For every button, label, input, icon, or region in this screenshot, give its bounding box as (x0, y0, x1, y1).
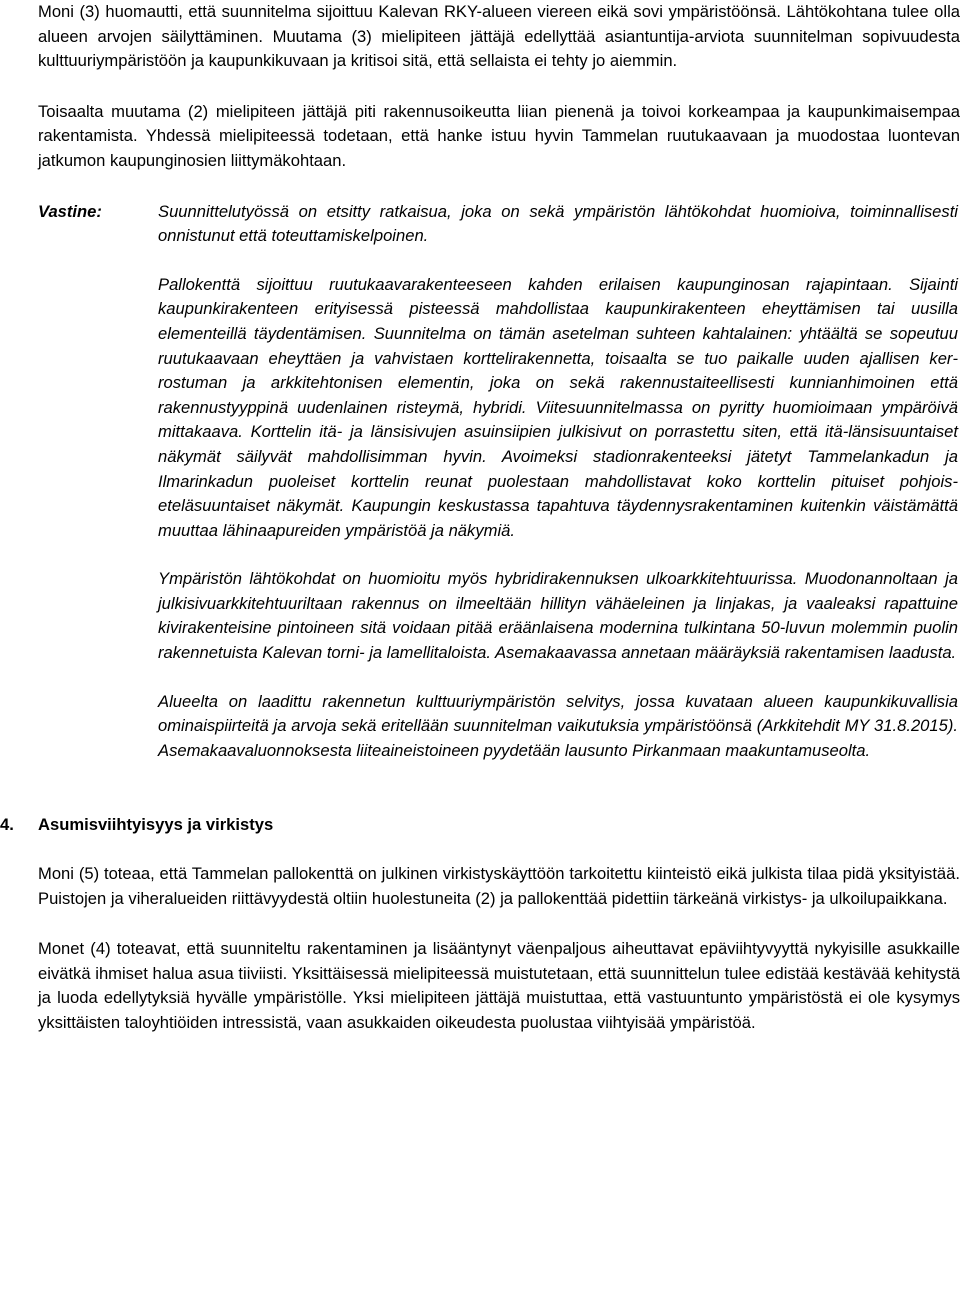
response-body (158, 200, 958, 764)
response-paragraph: Alueelta on laadittu rakennetun kulttuuriympäristön selvitys, jossa kuvataan alueen kaupunkikuvallisia ominaispiirteitä ja arvoja sekä eritellään suunnitelman vaikutuksia ympäristöönsä (Arkkitehdit MY 31.8.2015). Asemakaavaluonnoksesta liiteaineistoineen pyydetään lausunto Pirkanmaan maakuntamuseolta. (158, 691, 958, 760)
section-title: Asumisviihtyisyys ja virkistys (38, 815, 274, 835)
response-paragraph: Ympäristön lähtökohdat on huomioitu myös hybridirakennuksen ulkoarkkitehtuurissa. Muodonannoltaan ja julkisivuarkkitehtuuriltaan rakennus on ilmeeltään hillityn vähäeleinen ja linjakas, ja vaaleaksi rapattuine kivirakenteisine pintoineen sitä voidaan pitää eräänlaisena modernina tulkintana 50-luvun molemmin puolin rakennetuista Kalevan torni- ja lamellitaloista. Asemakaavassa annetaan määräyksiä rakentamisen laadusta. (158, 569, 958, 663)
response-block (38, 200, 960, 764)
section-number: 4. (0, 815, 14, 835)
response-paragraph: Suunnittelutyössä on etsitty ratkaisua, joka on sekä ympäristön lähtökohdat huomioiva, toiminnallisesti onnistunut että toteuttamiskelpoinen. (158, 201, 958, 246)
paragraph-building-rights: Toisaalta muutama (2) mielipiteen jättäjä piti rakennusoikeutta liian pienenä ja toivoi korkeampaa ja kaupunkimaisempaa rakentamista. Yhdessä mielipiteessä todetaan, että hanke istuu hyvin Tammelan ruutukaavaan ja muodostaa luontevan jatkumon kaupunginosien liittymäkohtaan. (38, 101, 960, 170)
paragraph-rky-concerns: Moni (3) huomautti, että suunnitelma sijoittuu Kalevan RKY-alueen viereen eikä sovi ympäristöönsä. Lähtökohtana tulee olla alueen arvojen säilyttäminen. Muutama (3) mielipiteen jättäjä edellyttää asiantuntija-arviota suunnitelman sopivuudesta kulttuuriympäristöön ja kaupunkikuvaan ja kritisoi sitä, että sellaista ei tehty jo aiemmin. (38, 2, 960, 71)
response-label: Vastine: (38, 201, 102, 221)
section-paragraph: Monet (4) toteavat, että suunniteltu rakentaminen ja lisääntynyt väenpaljous aiheuttavat epäviihtyvyyttä nykyisille asukkaille eivätkä ihmiset halua asua tiiviisti. Yksittäisessä mielipiteessä muistutetaan, että suunnittelun tulee edistää kestävää kehitystä ja luoda edellytyksiä hyvälle ympäristölle. Yksi mielipiteen jättäjä muistuttaa, että vastuuntunto ympäristöstä ei ole kysymys yksittäisten taloyhtiöiden intressistä, vaan asukkaiden oikeudesta puolustaa viihtyisää ympäristöä. (38, 939, 960, 1032)
section-heading (0, 813, 960, 838)
section-paragraph: Moni (5) toteaa, että Tammelan pallokenttä on julkinen virkistyskäyttöön tarkoitettu kiinteistö eikä julkista tilaa pidä yksityistää. Puistojen ja viheralueiden riittävyydestä oltiin huolestuneita (2) ja pallokenttää pidettiin tärkeänä virkistys- ja ulkoilupaikkana. (38, 864, 960, 908)
response-paragraph: Pallokenttä sijoittuu ruutukaavarakenteeseen kahden erilaisen kaupunginosan rajapintaan. Sijainti kaupunkirakenteen erityisessä pisteessä mahdollistaa kaupunkirakenteen eheyttämisen tai uusilla elementeillä täydentämisen. Suunnitelma on tämän asetelman suhteen kahtalainen: yhtäältä se sopeutuu ruutukaavaan eheyttäen ja vahvistaen korttelirakennetta, toisaalta se tuo paikalle uuden ajallisen kerrostuman ja arkkitehtonisen elementin, joka on sekä rakennustaiteellisesti kunnianhimoinen että rakennustyyppinä uudenlainen risteymä, hybridi. Viitesuunnitelmassa on pyritty huomioimaan ympäröivä mittakaava. Korttelin itä- ja länsisivujen asuinsiipien julkisivut on porrastettu siten, että itä-länsisuuntaiset näkymät säilyvät mahdollisimman hyvin. Avoimeksi stadionrakenteeksi jätetyt Tammelankadun ja Ilmarinkadun puoleiset korttelin reunat puolestaan mahdollistavat koko korttelin pituiset pohjois-eteläsuuntaiset näkymät. Kaupungin keskustassa tapahtuva täydennysrakentaminen kuitenkin väistämättä muuttaa lähinaapureiden ympäristöä ja näkymiä. (158, 274, 958, 540)
